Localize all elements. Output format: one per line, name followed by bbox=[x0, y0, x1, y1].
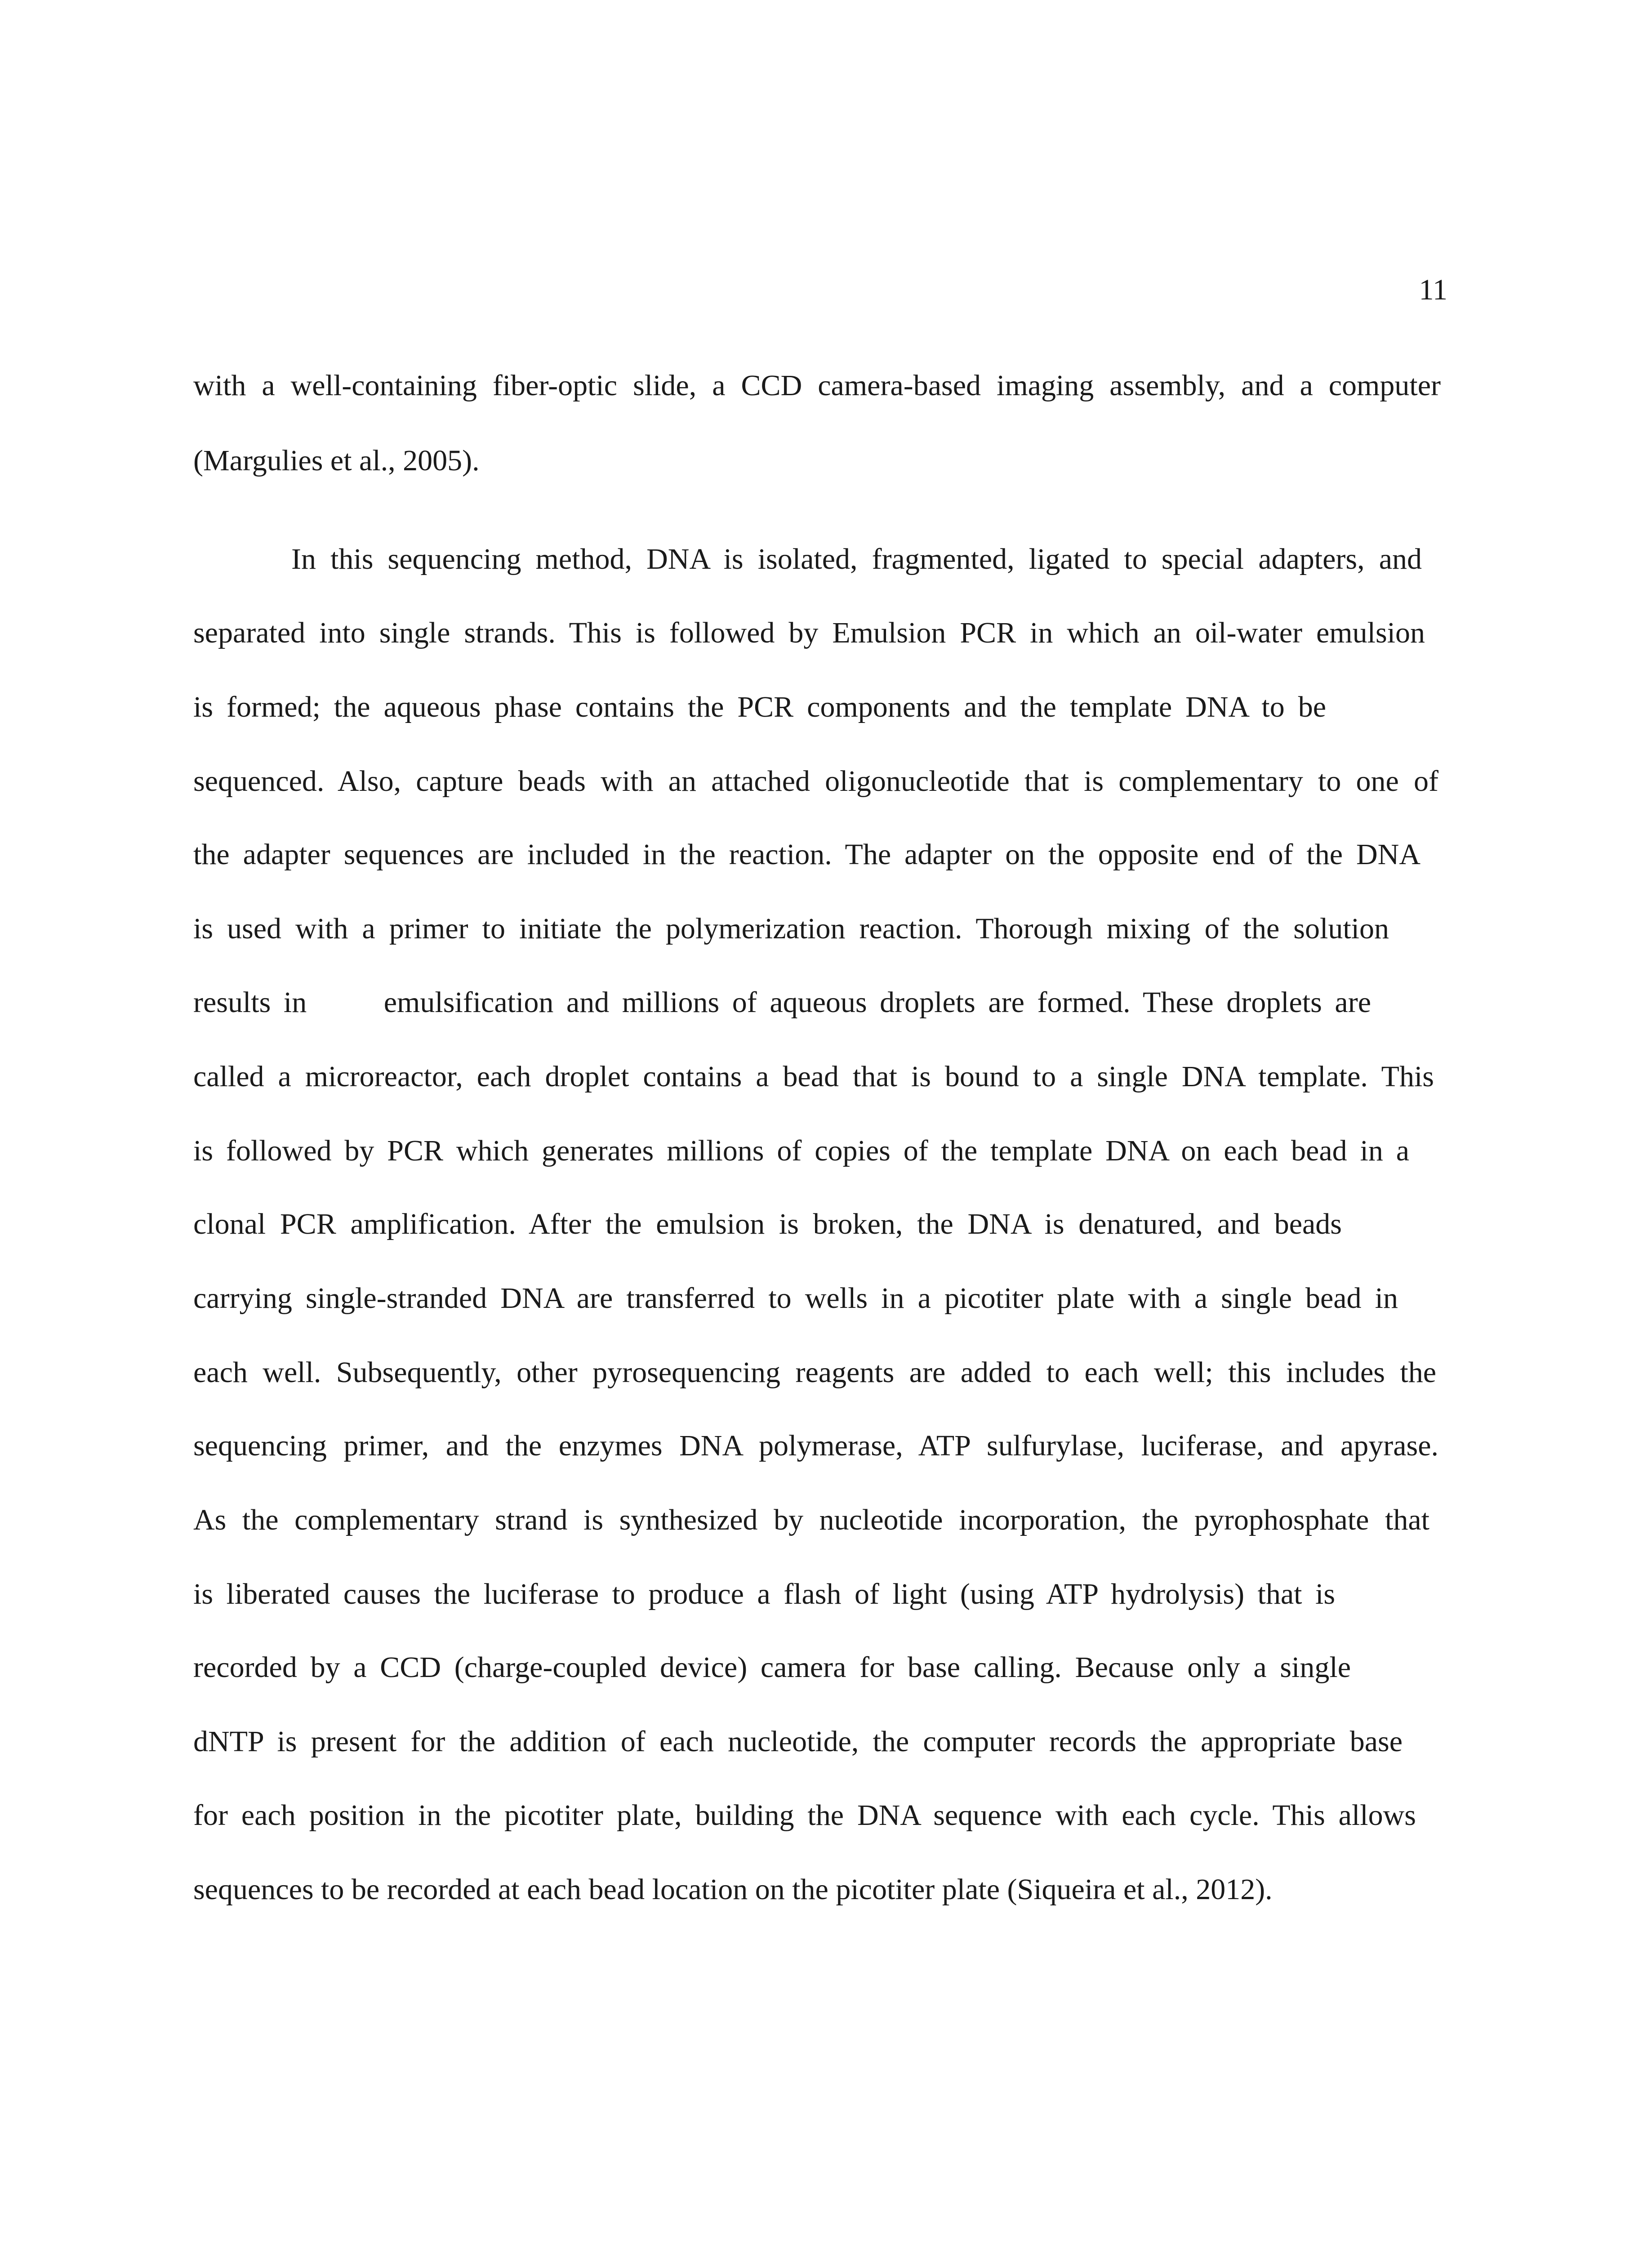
text-line: is liberated causes the luciferase to produce a flash of light (using ATP hydrolysis) that is bbox=[193, 1578, 1335, 1610]
page-number: 11 bbox=[1419, 273, 1447, 306]
text-line: sequences to be recorded at each bead location on the picotiter plate (Siqueira et al., 2012). bbox=[193, 1873, 1273, 1906]
text-line: (Margulies et al., 2005). bbox=[193, 444, 480, 477]
text-line: carrying single-stranded DNA are transferred to wells in a picotiter plate with a single bead in bbox=[193, 1282, 1398, 1315]
text-line: is followed by PCR which generates millions of copies of the template DNA on each bead in a bbox=[193, 1134, 1409, 1167]
text-line: called a microreactor, each droplet contains a bead that is bound to a single DNA template. This bbox=[193, 1060, 1434, 1093]
text-line: sequenced. Also, capture beads with an attached oligonucleotide that is complementary to one of bbox=[193, 765, 1438, 798]
text-line: As the complementary strand is synthesized by nucleotide incorporation, the pyrophosphate that bbox=[193, 1503, 1429, 1536]
text-line: recorded by a CCD (charge-coupled device) camera for base calling. Because only a single bbox=[193, 1651, 1351, 1684]
text-line: sequencing primer, and the enzymes DNA polymerase, ATP sulfurylase, luciferase, and apyrase. bbox=[193, 1429, 1438, 1462]
text-line: clonal PCR amplification. After the emulsion is broken, the DNA is denatured, and beads bbox=[193, 1208, 1342, 1240]
text-line: with a well-containing fiber-optic slide, a CCD camera-based imaging assembly, and a computer bbox=[193, 369, 1441, 402]
text-line: each well. Subsequently, other pyrosequencing reagents are added to each well; this includes the bbox=[193, 1356, 1436, 1389]
text-line: separated into single strands. This is followed by Emulsion PCR in which an oil-water emulsion bbox=[193, 616, 1425, 649]
text-line: is formed; the aqueous phase contains the PCR components and the template DNA to be bbox=[193, 691, 1326, 723]
text-line: for each position in the picotiter plate, building the DNA sequence with each cycle. This allows bbox=[193, 1799, 1416, 1832]
text-line: results in emulsification and millions of aqueous droplets are formed. These droplets are bbox=[193, 986, 1371, 1019]
text-line: is used with a primer to initiate the polymerization reaction. Thorough mixing of the solution bbox=[193, 912, 1389, 945]
text-line: the adapter sequences are included in the reaction. The adapter on the opposite end of the DNA bbox=[193, 838, 1420, 871]
text-line: dNTP is present for the addition of each nucleotide, the computer records the appropriate base bbox=[193, 1725, 1403, 1758]
text-line: In this sequencing method, DNA is isolated, fragmented, ligated to special adapters, and bbox=[291, 543, 1422, 575]
